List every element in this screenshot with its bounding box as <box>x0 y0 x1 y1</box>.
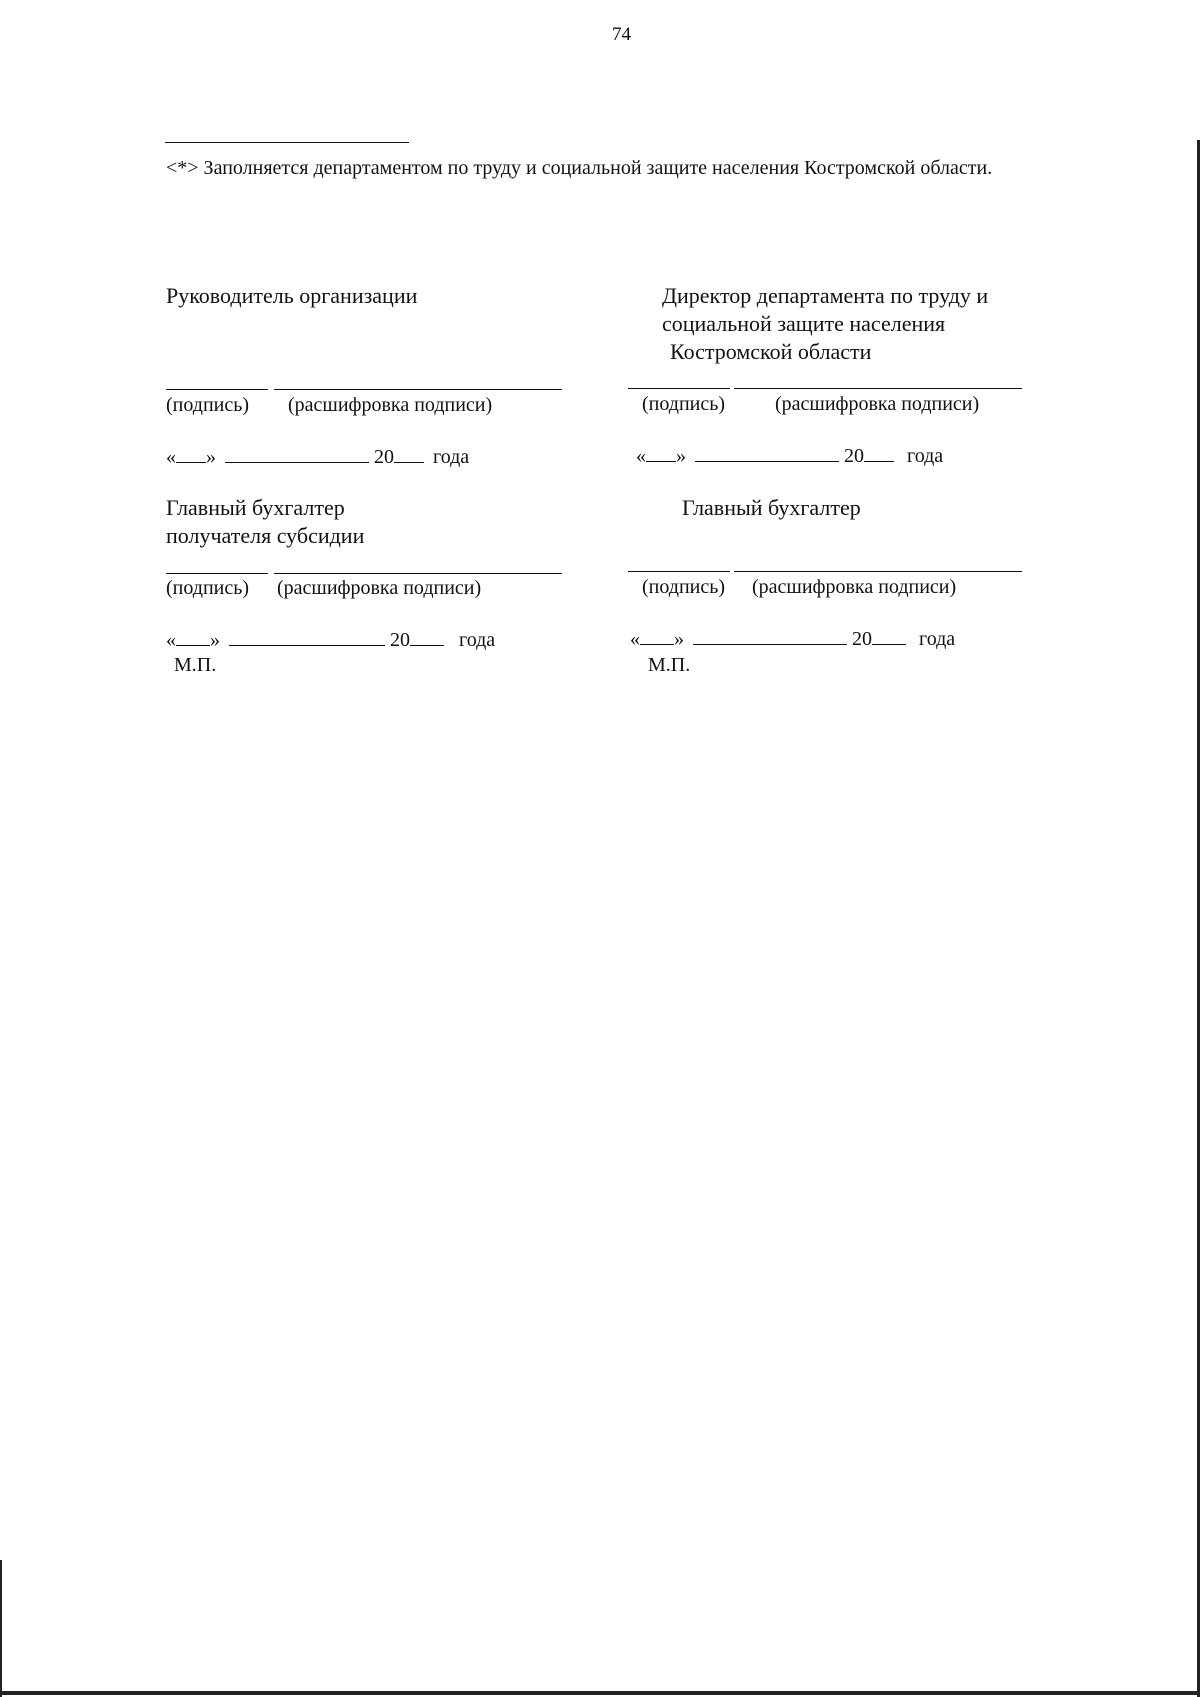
date-close-quote: » <box>676 445 686 467</box>
left-head-date-row <box>166 444 469 469</box>
page-number: 74 <box>612 24 631 45</box>
day-blank <box>640 626 674 645</box>
date-open-quote: « <box>166 629 176 651</box>
year-word: года <box>459 629 496 651</box>
right-accountant-decode-line <box>734 571 1022 572</box>
right-head-date-row <box>636 443 943 468</box>
right-head-title-line2: социальной защите населения <box>662 311 946 336</box>
year-word: года <box>919 628 956 650</box>
right-head-decode-line <box>734 388 1022 389</box>
left-accountant-sign-label: (подпись) <box>166 577 250 599</box>
footnote-separator <box>165 142 409 143</box>
right-head-decode-label: (расшифровка подписи) <box>775 393 980 415</box>
year-blank <box>394 444 424 463</box>
date-open-quote: « <box>636 445 646 467</box>
month-blank <box>693 626 847 645</box>
left-stamp-placeholder: М.П. <box>174 654 217 676</box>
month-blank <box>695 443 839 462</box>
year-blank <box>410 627 444 646</box>
right-head-title-line1: Директор департамента по труду и <box>662 283 989 308</box>
left-head-signature-line <box>166 389 268 390</box>
left-head-decode-line <box>274 389 562 390</box>
day-blank <box>646 443 676 462</box>
date-open-quote: « <box>166 446 176 468</box>
right-head-sign-label: (подпись) <box>642 393 726 415</box>
date-close-quote: » <box>210 629 220 651</box>
year-prefix: 20 <box>374 446 394 468</box>
right-accountant-signature-line <box>628 571 730 572</box>
year-blank <box>872 626 906 645</box>
left-head-title: Руководитель организации <box>166 283 418 308</box>
page-edge-left <box>0 1560 2 1697</box>
day-blank <box>176 444 206 463</box>
left-accountant-decode-label: (расшифровка подписи) <box>277 577 482 599</box>
left-head-decode-label: (расшифровка подписи) <box>288 394 493 416</box>
right-head-signature-line <box>628 388 730 389</box>
month-blank <box>229 627 385 646</box>
left-accountant-title-line2: получателя субсидии <box>166 523 365 548</box>
right-accountant-date-row <box>630 626 955 651</box>
page-edge-bottom <box>0 1691 1200 1695</box>
left-accountant-title-line1: Главный бухгалтер <box>166 495 345 520</box>
right-stamp-placeholder: М.П. <box>648 654 691 676</box>
right-accountant-sign-label: (подпись) <box>642 576 726 598</box>
day-blank <box>176 627 210 646</box>
left-accountant-date-row <box>166 627 495 652</box>
left-accountant-decode-line <box>274 573 562 574</box>
footnote-text: <*> Заполняется департаментом по труду и социальной защите населения Костромской области. <box>166 157 993 179</box>
month-blank <box>225 444 369 463</box>
year-word: года <box>433 446 470 468</box>
right-accountant-decode-label: (расшифровка подписи) <box>752 576 957 598</box>
year-blank <box>864 443 894 462</box>
date-open-quote: « <box>630 628 640 650</box>
date-close-quote: » <box>206 446 216 468</box>
year-word: года <box>907 445 944 467</box>
year-prefix: 20 <box>844 445 864 467</box>
year-prefix: 20 <box>390 629 410 651</box>
left-head-sign-label: (подпись) <box>166 394 250 416</box>
left-accountant-signature-line <box>166 573 268 574</box>
right-head-title-line3: Костромской области <box>670 339 872 364</box>
year-prefix: 20 <box>852 628 872 650</box>
right-accountant-title: Главный бухгалтер <box>682 495 861 520</box>
date-close-quote: » <box>674 628 684 650</box>
